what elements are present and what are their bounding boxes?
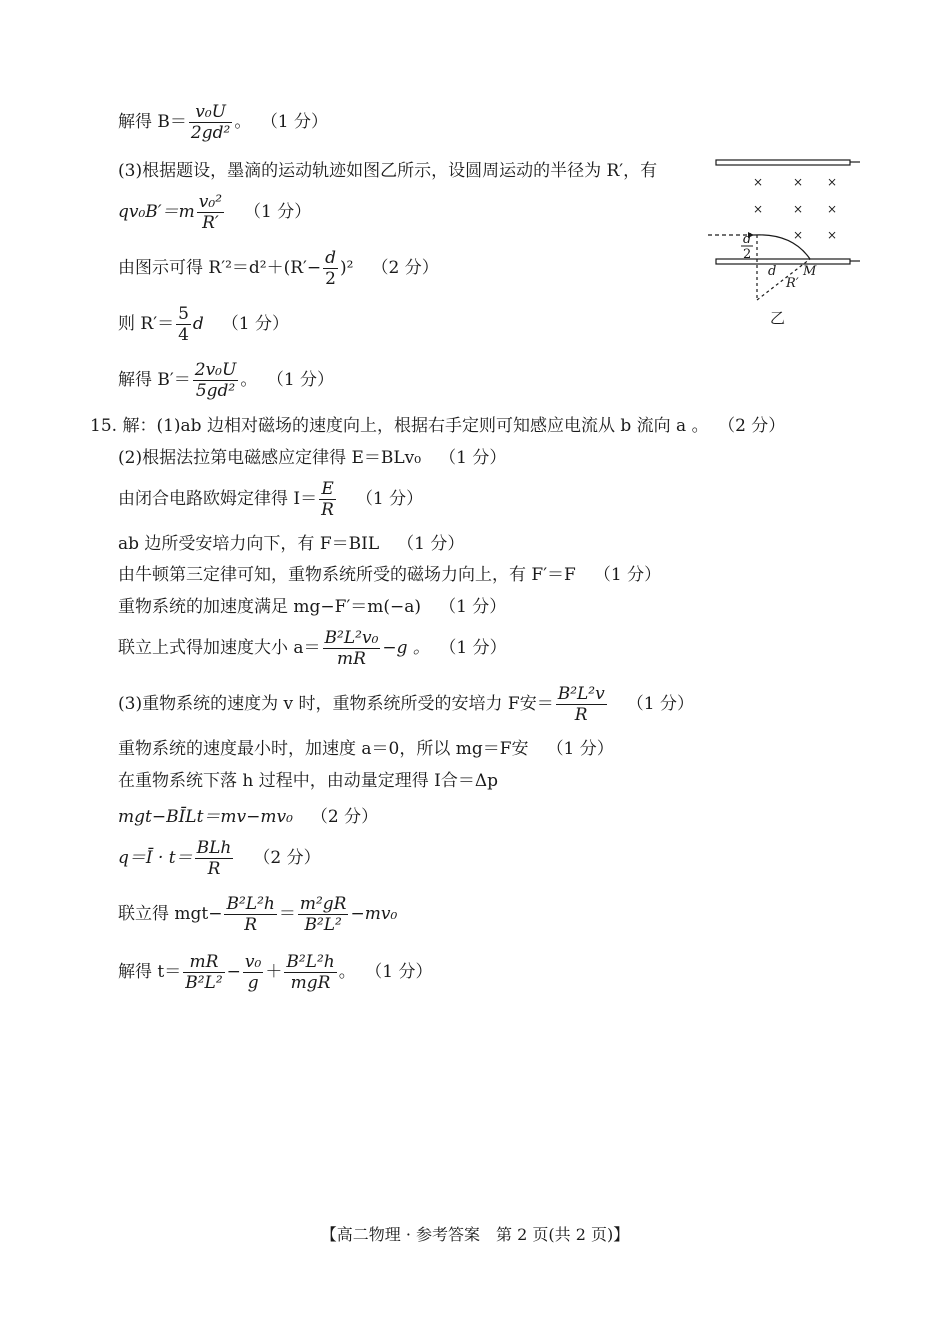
score: （1 分） xyxy=(221,314,290,334)
fraction: $\frac{\text{B²L²h}}{R}$ xyxy=(226,894,275,935)
figure-caption: 乙 xyxy=(770,309,786,327)
score: （1 分） xyxy=(355,489,424,509)
answer-line: (3)重物系统的速度为 v 时，重物系统所受的安培力 F安＝ $\frac{\text{B²L²v}}{R}$ （1 分） xyxy=(118,684,694,725)
score: （1 分） xyxy=(439,448,507,468)
answer-line: (3)根据题设，墨滴的运动轨迹如图乙所示，设圆周运动的半径为 R′，有 xyxy=(118,161,658,181)
field-cross: × xyxy=(752,202,764,216)
fraction: $\frac{\text{v₀²}}{R'}$ xyxy=(198,192,223,233)
answer-line: 联立上式得加速度大小 a＝ $\frac{\text{B²L²v₀}}{mR}$ −g 。 （1 分） xyxy=(118,628,507,669)
field-cross: × xyxy=(752,175,764,189)
score: （2 分） xyxy=(310,807,379,827)
answer-line: 由图示可得 R′²＝d²＋(R′− $\frac{d}{2}$ )² （2 分） xyxy=(118,248,439,289)
answer-line: 在重物系统下落 h 过程中，由动量定理得 I合＝Δp xyxy=(118,771,499,791)
score: （1 分） xyxy=(439,597,507,617)
score: （1 分） xyxy=(593,565,662,585)
fraction: $\frac{\text{B²L²h}}{\text{mgR}}$ xyxy=(286,952,335,993)
fraction: $\frac{\text{v₀}}{g}$ xyxy=(244,952,262,993)
label-d-half-den: 2 xyxy=(743,247,752,262)
score: （1 分） xyxy=(373,962,433,982)
fraction: $\frac{\text{B²L²v}}{R}$ xyxy=(557,684,605,725)
answer-line: 由牛顿第三定律可知，重物系统所受的磁场力向上，有 F′＝F （1 分） xyxy=(118,565,662,585)
score: （2 分） xyxy=(371,258,439,278)
answer-line: 解得 B＝ $\frac{\text{v₀U}}{\text{2gd²}}$ 。 （1 分） xyxy=(118,102,329,143)
page-footer: 【高二物理 · 参考答案 第 2 页(共 2 页)】 xyxy=(320,1225,630,1244)
field-cross: × xyxy=(792,228,804,242)
field-cross: × xyxy=(826,202,838,216)
label-d: d xyxy=(768,264,777,279)
score: （1 分） xyxy=(447,638,507,658)
upper-plate xyxy=(716,160,850,165)
answer-line: 重物系统的速度最小时，加速度 a＝0，所以 mg＝F安 （1 分） xyxy=(118,739,614,759)
fraction: $\frac{5}{4}$ xyxy=(178,304,189,345)
fraction: $\frac{E}{R}$ xyxy=(321,479,334,520)
score: （1 分） xyxy=(275,370,335,390)
label-R: R′ xyxy=(786,276,799,291)
field-cross: × xyxy=(792,175,804,189)
fraction: $\frac{\text{v₀U}}{\text{2gd²}}$ xyxy=(190,102,231,143)
answer-line: 重物系统的加速度满足 mg−F′＝m(−a) （1 分） xyxy=(118,597,507,617)
lower-plate xyxy=(716,259,850,264)
fraction: $\frac{d}{2}$ xyxy=(325,248,337,289)
fraction: $\frac{\text{m²gR}}{\text{B²L²}}$ xyxy=(299,894,347,935)
answer-line: mgt−BĪLt＝mv−mv₀ （2 分） xyxy=(118,807,379,827)
field-cross: × xyxy=(792,202,804,216)
score: （1 分） xyxy=(626,694,694,714)
fraction: $\frac{\text{B²L²v₀}}{mR}$ xyxy=(324,628,379,669)
label-d-half-num: d xyxy=(743,232,752,247)
answer-line: 解得 t＝ $\frac{mR}{\text{B²L²}}$ − $\frac{\text{v₀}}{g}$ ＋ $\frac{\text{B²L²h}}{\text{mgR}}$ 。 （1 分） xyxy=(118,952,433,993)
fraction: $\frac{mR}{\text{B²L²}}$ xyxy=(185,952,223,993)
fraction: $\frac{\text{2v₀U}}{\text{5gd²}}$ xyxy=(194,360,237,401)
score: （1 分） xyxy=(244,202,312,222)
field-cross: × xyxy=(826,228,838,242)
answer-line: 则 R′＝ $\frac{5}{4}$ d （1 分） xyxy=(118,304,290,345)
field-cross: × xyxy=(826,175,838,189)
label-M: M xyxy=(803,264,817,279)
score: （2 分） xyxy=(726,416,786,436)
answer-line: 解得 B′＝ $\frac{\text{2v₀U}}{\text{5gd²}}$ 。 （1 分） xyxy=(118,360,335,401)
score: （2 分） xyxy=(253,848,321,868)
answer-line: qv₀B′＝m $\frac{\text{v₀²}}{R'}$ （1 分） xyxy=(118,192,312,233)
figure-yi xyxy=(700,155,870,330)
answer-line: 15. 解：(1)ab 边相对磁场的速度向上，根据右手定则可知感应电流从 b 流向 a 。 （2 分） xyxy=(90,416,786,436)
score: （1 分） xyxy=(269,112,329,132)
answer-line: (2)根据法拉第电磁感应定律得 E＝BLv₀ （1 分） xyxy=(118,448,507,468)
eq-text: 解得 B＝ xyxy=(118,112,187,132)
score: （1 分） xyxy=(546,739,614,759)
answer-line: 由闭合电路欧姆定律得 I＝ $\frac{E}{R}$ （1 分） xyxy=(118,479,424,520)
answer-line: q＝Ī · t＝ $\frac{\text{BLh}}{R}$ （2 分） xyxy=(118,838,321,879)
fraction: $\frac{\text{BLh}}{R}$ xyxy=(196,838,232,879)
answer-line: 联立得 mgt− $\frac{\text{B²L²h}}{R}$ ＝ $\frac{\text{m²gR}}{\text{B²L²}}$ −mv₀ xyxy=(118,894,398,935)
score: （1 分） xyxy=(397,534,465,554)
answer-line: ab 边所受安培力向下，有 F＝BIL （1 分） xyxy=(118,534,465,554)
